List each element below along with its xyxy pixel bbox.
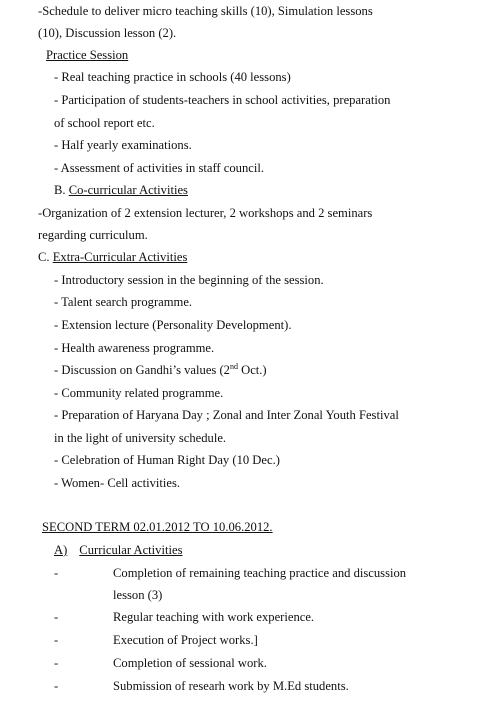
list-item: - Half yearly examinations. [54, 138, 192, 152]
text-line: -Organization of 2 extension lecturer, 2 workshops and 2 seminars [38, 206, 373, 220]
text-line: of school report etc. [54, 116, 155, 130]
list-item: - Preparation of Haryana Day ; Zonal and Inter Zonal Youth Festival [54, 408, 399, 422]
list-item: - Health awareness programme. [54, 341, 215, 355]
heading-prefix: A) [54, 543, 68, 557]
ordinal-suffix: nd [229, 361, 238, 371]
list-item: - Introductory session in the beginning of the session. [54, 273, 324, 287]
list-item: - Community related programme. [54, 386, 224, 400]
text-line: -Schedule to deliver micro teaching skills (10), Simulation lessons [38, 4, 373, 18]
bullet-dash: - [54, 610, 59, 624]
list-item: - Extension lecture (Personality Development). [54, 318, 292, 332]
bullet-dash: - [54, 633, 59, 647]
section-heading-curricular [54, 542, 182, 558]
item-text: - Discussion on Gandhi’s values (2 [54, 363, 230, 377]
item-text: Oct.) [237, 363, 267, 377]
list-item: - Participation of students-teachers in school activities, preparation [54, 93, 391, 107]
section-heading-second-term: SECOND TERM 02.01.2012 TO 10.06.2012. [42, 520, 273, 534]
text-line: lesson (3) [113, 588, 163, 602]
list-item: - Celebration of Human Right Day (10 Dec.) [54, 453, 280, 467]
text-line: (10), Discussion lesson (2). [38, 26, 177, 40]
heading-text: Curricular Activities [79, 543, 183, 557]
list-item: - Real teaching practice in schools (40 lessons) [54, 70, 291, 84]
bullet-dash: - [54, 566, 59, 580]
section-heading-extra-curricular [38, 249, 187, 265]
list-item: - Talent search programme. [54, 295, 193, 309]
heading-prefix: B. [54, 183, 69, 197]
list-item: Regular teaching with work experience. [113, 610, 315, 624]
bullet-dash: - [54, 656, 59, 670]
text-line: in the light of university schedule. [54, 431, 227, 445]
text-line: regarding curriculum. [38, 228, 148, 242]
heading-text: Co-curricular Activities [68, 183, 188, 197]
list-item [54, 362, 267, 378]
heading-text: Extra-Curricular Activities [52, 250, 188, 264]
list-item: Submission of researh work by M.Ed students. [113, 679, 349, 693]
section-heading-practice-session: Practice Session [46, 48, 129, 62]
list-item: - Assessment of activities in staff council. [54, 161, 264, 175]
section-heading-co-curricular [54, 182, 188, 198]
bullet-dash: - [54, 679, 59, 693]
list-item: Completion of sessional work. [113, 656, 267, 670]
list-item: - Women- Cell activities. [54, 476, 181, 490]
heading-prefix: C. [38, 250, 53, 264]
list-item: Execution of Project works.] [113, 633, 258, 647]
list-item: Completion of remaining teaching practice and discussion [113, 566, 407, 580]
